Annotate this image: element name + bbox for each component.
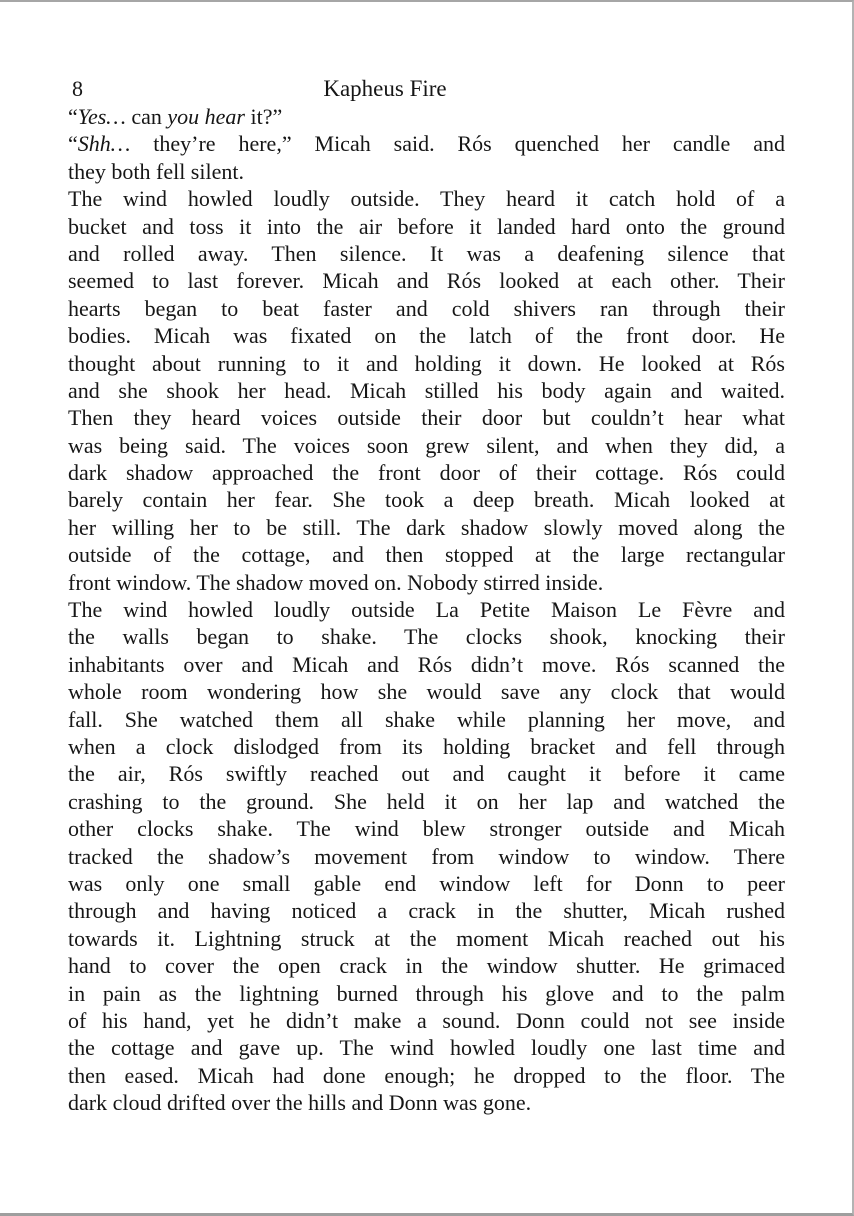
text-line: and she shook her head. Micah stilled his body again and waited. [68, 377, 785, 403]
dialogue-2-line-1-rest: they’re here,” Micah said. Rós quenched her candle and [130, 131, 785, 157]
paragraph-2 [68, 596, 785, 1116]
text-line: inhabitants over and Micah and Rós didn’t move. Rós scanned the [68, 651, 785, 677]
text-line: hand to cover the open crack in the window shutter. He grimaced [68, 953, 785, 979]
dialogue-2 [68, 130, 785, 185]
dialogue-2-line-2: they both fell silent. [68, 158, 244, 184]
page-number: 8 [72, 76, 83, 101]
running-head [68, 74, 785, 103]
text-line: whole room wondering how she would save any clock that would [68, 679, 785, 705]
text-line: front window. The shadow moved on. Nobody stirred inside. [68, 569, 604, 595]
text-line: seemed to last forever. Micah and Rós looked at each other. Their [68, 268, 785, 294]
dialogue-2-line-1 [68, 130, 785, 157]
text-line: hearts began to beat faster and cold shivers ran through their [68, 295, 785, 321]
text-line: crashing to the ground. She held it on her lap and watched the [68, 788, 785, 814]
text-line: bodies. Micah was fixated on the latch of the front door. He [68, 323, 785, 349]
text-line: the cottage and gave up. The wind howled loudly one last time and [68, 1035, 785, 1061]
text-line: bucket and toss it into the air before it landed hard onto the ground [68, 213, 785, 239]
dialogue-line-1 [68, 103, 785, 130]
text-line: her willing her to be still. The dark shadow slowly moved along the [68, 514, 785, 540]
dialogue-1-italic-you-hear: you hear [167, 104, 245, 129]
text-line: Then they heard voices outside their door but couldn’t hear what [68, 405, 785, 431]
paragraph-1 [68, 185, 785, 596]
text-line: fall. She watched them all shake while planning her move, and [68, 706, 785, 732]
text-line: dark cloud drifted over the hills and Donn was gone. [68, 1090, 532, 1116]
text-line: dark shadow approached the front door of their cottage. Rós could [68, 460, 785, 486]
text-line: the air, Rós swiftly reached out and caught it before it came [68, 761, 785, 787]
page-text [68, 103, 785, 1116]
text-line: through and having noticed a crack in the shutter, Micah rushed [68, 898, 785, 924]
text-line: was only one small gable end window left for Donn to peer [68, 870, 785, 896]
text-line: barely contain her fear. She took a deep breath. Micah looked at [68, 487, 785, 513]
dialogue-1-open-quote: “ [68, 104, 78, 129]
text-line: The wind howled loudly outside. They heard it catch hold of a [68, 186, 785, 212]
page-inner [0, 2, 852, 1213]
text-line: other clocks shake. The wind blew stronger outside and Micah [68, 816, 785, 842]
text-line: in pain as the lightning burned through his glove and to the palm [68, 980, 785, 1006]
dialogue-1-italic-yes: Yes… [77, 104, 126, 129]
dialogue-1-roman-end: it?” [245, 104, 283, 129]
dialogue-2-open-quote: “ [68, 131, 78, 157]
text-line: The wind howled loudly outside La Petite Maison Le Fèvre and [68, 597, 785, 623]
text-line: and rolled away. Then silence. It was a deafening silence that [68, 240, 785, 266]
text-line: when a clock dislodged from its holding bracket and fell through [68, 733, 785, 759]
dialogue-1-roman-can: can [125, 104, 168, 129]
text-line: tracked the shadow’s movement from window to window. There [68, 843, 785, 869]
text-line: of his hand, yet he didn’t make a sound. Donn could not see inside [68, 1007, 785, 1033]
text-line: was being said. The voices soon grew silent, and when they did, a [68, 432, 785, 458]
text-line: towards it. Lightning struck at the moment Micah reached out his [68, 925, 785, 951]
text-line: then eased. Micah had done enough; he dropped to the floor. The [68, 1062, 785, 1088]
text-line: thought about running to it and holding it down. He looked at Rós [68, 350, 785, 376]
running-title: Kapheus Fire [323, 76, 447, 101]
dialogue-2-italic-shh: Shh… [77, 131, 131, 157]
text-line: outside of the cottage, and then stopped at the large rectangular [68, 542, 785, 568]
text-line: the walls began to shake. The clocks shook, knocking their [68, 624, 785, 650]
